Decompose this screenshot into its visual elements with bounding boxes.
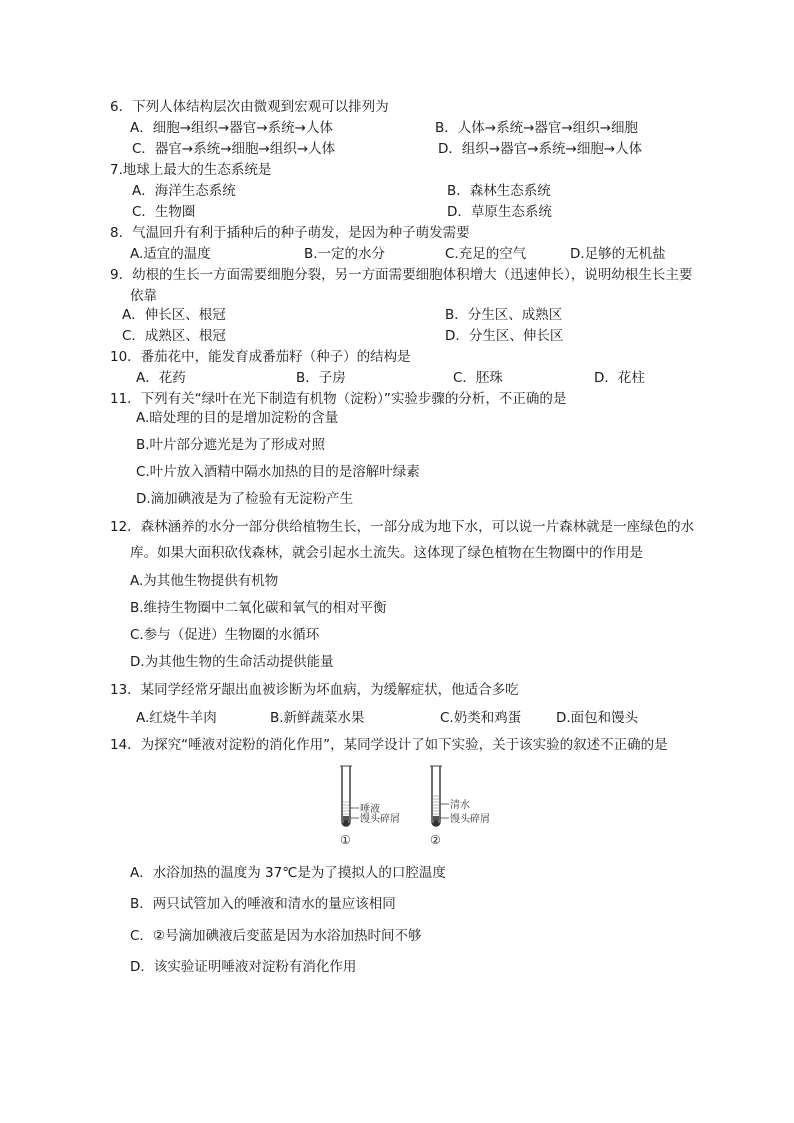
- q9-option-d[interactable]: D．分生区、伸长区: [445, 328, 564, 344]
- q14-option-a[interactable]: A．水浴加热的温度为 37℃是为了摸拟人的口腔温度: [130, 865, 446, 881]
- q13-option-b[interactable]: B.新鲜蔬菜水果: [270, 710, 365, 726]
- q14-option-b[interactable]: B．两只试管加入的唾液和清水的量应该相同: [130, 896, 396, 912]
- q12-stem: 12．森林涵养的水分一部分供给植物生长，一部分成为地下水，可以说一片森林就是一座绿色的水: [110, 519, 695, 535]
- q9-stem: 9．幼根的生长一方面需要细胞分裂，另一方面需要细胞体积增大（迅速伸长），说明幼根生长主要: [110, 267, 693, 283]
- q13-option-d[interactable]: D.面包和馒头: [556, 710, 639, 726]
- tube2-number: ②: [430, 833, 441, 847]
- q12-stem-cont: 库。如果大面积砍伐森林，就会引起水土流失。这体现了绿色植物在生物圈中的作用是: [130, 545, 643, 561]
- q6-stem: 6．下列人体结构层次由微观到宏观可以排列为: [110, 99, 389, 115]
- q8-option-d[interactable]: D.足够的无机盐: [570, 246, 666, 262]
- tube1-liquid-label: 唾液: [360, 804, 380, 815]
- q8-option-c[interactable]: C.充足的空气: [445, 246, 527, 262]
- q11-option-b[interactable]: B.叶片部分遮光是为了形成对照: [136, 437, 326, 453]
- q6-option-d[interactable]: D．组织→器官→系统→细胞→人体: [438, 141, 643, 157]
- q12-option-a[interactable]: A.为其他生物提供有机物: [130, 573, 279, 589]
- q11-option-a[interactable]: A.暗处理的目的是增加淀粉的含量: [136, 410, 339, 426]
- q8-option-b[interactable]: B.一定的水分: [304, 246, 386, 262]
- q7-option-a[interactable]: A．海洋生态系统: [132, 183, 236, 199]
- q7-option-c[interactable]: C．生物圈: [132, 204, 196, 220]
- q6-option-a[interactable]: A．细胞→组织→器官→系统→人体: [130, 120, 333, 136]
- q12-option-d[interactable]: D.为其他生物的生命活动提供能量: [130, 654, 334, 670]
- q9-option-a[interactable]: A．伸长区、根冠: [122, 307, 226, 323]
- q8-option-a[interactable]: A.适宜的温度: [130, 246, 211, 262]
- q10-option-d[interactable]: D．花柱: [594, 370, 645, 386]
- q13-stem: 13．某同学经常牙龈出血被诊断为坏血病，为缓解症状，他适合多吃: [110, 682, 519, 698]
- q10-option-c[interactable]: C．胚珠: [453, 370, 503, 386]
- q13-option-a[interactable]: A.红烧牛羊肉: [136, 710, 217, 726]
- q14-option-d[interactable]: D．该实验证明唾液对淀粉有消化作用: [130, 959, 357, 975]
- tube1-solid-label: 馒头碎屑: [360, 814, 400, 825]
- q7-stem: 7.地球上最大的生态系统是: [110, 162, 272, 178]
- q11-option-c[interactable]: C.叶片放入酒精中隔水加热的目的是溶解叶绿素: [136, 464, 420, 480]
- test-tubes-diagram: [330, 760, 510, 850]
- q7-option-b[interactable]: B．森林生态系统: [447, 183, 551, 199]
- q14-stem: 14．为探究“唾液对淀粉的消化作用”，某同学设计了如下实验，关于该实验的叙述不正确的是: [110, 737, 668, 753]
- q8-stem: 8．气温回升有利于插种后的种子萌发，是因为种子萌发需要: [110, 225, 470, 241]
- tube1-number: ①: [340, 833, 351, 847]
- q11-stem: 11．下列有关“绿叶在光下制造有机物（淀粉）”实验步骤的分析，不正确的是: [110, 391, 567, 407]
- q7-option-d[interactable]: D．草原生态系统: [447, 204, 552, 220]
- q13-option-c[interactable]: C.奶类和鸡蛋: [440, 710, 522, 726]
- q12-option-b[interactable]: B.维持生物圈中二氧化碳和氧气的相对平衡: [130, 600, 387, 616]
- q12-option-c[interactable]: C.参与（促进）生物圈的水循环: [130, 627, 320, 643]
- tube2-solid-label: 馒头碎屑: [450, 814, 490, 825]
- q9-stem-cont: 依靠: [130, 288, 157, 304]
- test-tube-1: [340, 766, 359, 826]
- q6-option-b[interactable]: B．人体→系统→器官→组织→细胞: [435, 120, 639, 136]
- q9-option-c[interactable]: C．成熟区、根冠: [122, 328, 226, 344]
- q6-option-c[interactable]: C．器官→系统→细胞→组织→人体: [132, 141, 336, 157]
- test-tube-2: [430, 766, 449, 826]
- q10-option-a[interactable]: A．花药: [136, 370, 186, 386]
- test-tube-figure: [330, 760, 510, 850]
- q10-option-b[interactable]: B．子房: [296, 370, 346, 386]
- q10-stem: 10．番茄花中，能发育成番茄籽（种子）的结构是: [110, 349, 411, 365]
- q14-option-c[interactable]: C．②号滴加碘液后变蓝是因为水浴加热时间不够: [130, 928, 422, 944]
- q11-option-d[interactable]: D.滴加碘液是为了检验有无淀粉产生: [136, 491, 354, 507]
- tube2-liquid-label: 清水: [450, 800, 470, 811]
- q9-option-b[interactable]: B．分生区、成熟区: [445, 307, 563, 323]
